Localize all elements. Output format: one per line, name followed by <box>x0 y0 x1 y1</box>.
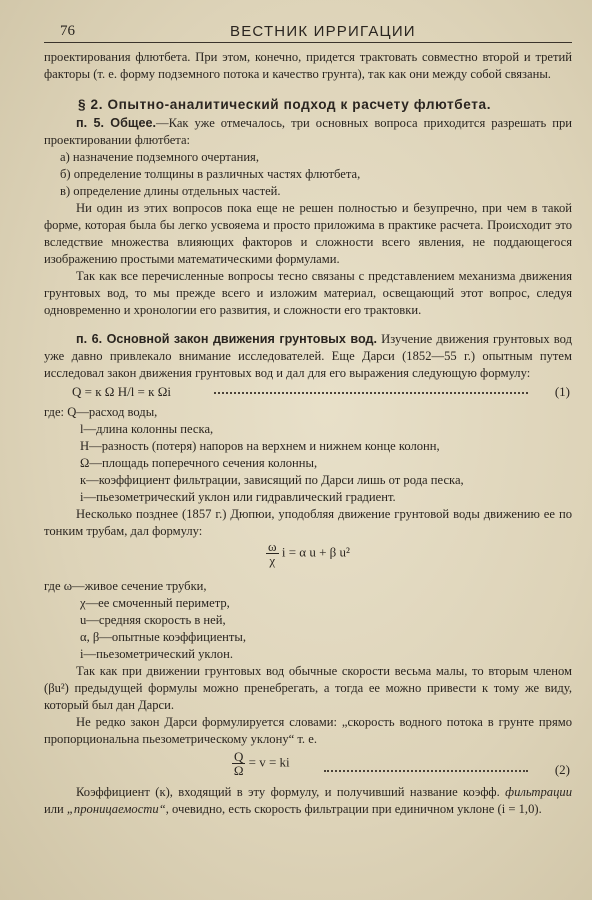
darcy-formula <box>44 382 572 404</box>
definition: к—коэффициент фильтрации, зависящий по Дарси лишь от рода песка, <box>80 473 464 487</box>
dupuit-formula <box>44 540 572 578</box>
p5-paragraph <box>44 115 572 149</box>
definition: l—длина колонны песка, <box>80 422 214 436</box>
final-text-a: Коэффициент (к), входящий в эту формулу, и получивший название коэфф. <box>76 785 500 799</box>
fraction-denominator: Ω <box>233 763 244 778</box>
journal-title: ВЕСТНИК ИРРИГАЦИИ <box>230 23 416 40</box>
definition: χ—ее смоченный периметр, <box>80 596 230 610</box>
where-label: где: <box>44 405 65 419</box>
page-header <box>44 22 572 43</box>
fraction-denominator: χ <box>269 553 276 568</box>
definition: H—разность (потеря) напоров на верхнем и нижнем конце колонн, <box>80 439 440 453</box>
list-item: б) определение толщины в различных частях флютбета, <box>60 167 361 181</box>
leader-dots <box>214 392 528 394</box>
term-permeability: „проницаемости“ <box>66 802 166 816</box>
definition: u—средняя скорость в ней, <box>80 613 226 627</box>
final-paragraph <box>44 784 572 818</box>
formula-1: Q = к Ω H/l = к Ωi <box>72 384 171 399</box>
definition: Ω—площадь поперечного сечения колонны, <box>80 456 318 470</box>
def-line <box>44 578 572 595</box>
definitions-1 <box>44 404 572 506</box>
p6-paragraph <box>44 331 572 382</box>
p5-para2: Ни один из этих вопросов пока еще не решен полностью и безупречно, при чем в такой форме, которая была бы легко усвояема и просто приложима в практике расчета. Происходит это вследствие множества влияющих факторов и сложности всего явления, не поддающегося изображению простыми математическими формулами. <box>44 201 572 266</box>
darcy-words-paragraph: Не редко закон Дарси формулируется словами: „скорость водного потока в грунте прямо пропорциональна пьезометрическому уклону“ т. е. <box>44 715 572 746</box>
final-text-c: , очевидно, есть скорость фильтрации при единичном уклоне (i = 1,0). <box>165 802 542 816</box>
definition: ω—живое сечение трубки, <box>63 579 207 593</box>
final-text-b: или <box>44 802 64 816</box>
definition: i—пьезометрический уклон. <box>80 647 233 661</box>
p5-list <box>44 149 572 200</box>
p5-text: —Как уже отмечалось, три основных вопроса приходится разрешать при проектировании флютбета: <box>44 116 572 147</box>
equation-number-1: (1) <box>554 384 570 399</box>
formula-3-rest: = v = ki <box>248 754 290 770</box>
intro-paragraph: проектирования флютбета. При этом, конечно, придется трактовать совместно второй и третий факторы (т. е. форму подземного потока и качество грунта), так как они между собой связаны. <box>44 50 572 81</box>
formula-3 <box>232 750 290 777</box>
definition: i—пьезометрический уклон или гидравлический градиент. <box>80 490 396 504</box>
p5-lead: п. 5. Общее. <box>76 116 157 130</box>
fraction <box>266 540 279 567</box>
formula-2-rest: i = α u + β u² <box>281 544 350 560</box>
p6-text: Изучение движения грунтовых вод уже давно привлекало внимание исследователей. Еще Дарси (1852—55 г.) опытным путем исследовал закон движения грунтовых вод и дал для его выражения следующую формулу: <box>44 332 572 380</box>
p6-lead: п. 6. Основной закон движения грунтовых вод. <box>76 332 378 346</box>
fraction-numerator: ω <box>268 539 277 554</box>
p5-para3: Так как все перечисленные вопросы тесно связаны с представлением механизма движения грунтовых вод, то мы прежде всего и изложим материал, освещающий этот вопрос, следуя одновременно и хронологии его развития, и сложности его трактовки. <box>44 269 572 317</box>
definitions-2 <box>44 578 572 663</box>
where-label: где <box>44 579 61 593</box>
fraction <box>232 750 245 777</box>
term-filtration: фильтрации <box>505 785 572 799</box>
list-item: в) определение длины отдельных частей. <box>60 184 281 198</box>
list-item: а) назначение подземного очертания, <box>60 150 259 164</box>
definition: Q—расход воды, <box>67 405 158 419</box>
fraction-numerator: Q <box>234 749 244 764</box>
definition: α, β—опытные коэффициенты, <box>80 630 247 644</box>
velocity-formula <box>44 748 572 784</box>
page-number: 76 <box>60 23 75 39</box>
leader-dots <box>324 770 528 772</box>
def-line <box>44 404 572 421</box>
equation-number-2: (2) <box>554 762 570 777</box>
section-heading: § 2. Опытно-аналитический подход к расчету флютбета. <box>78 97 492 112</box>
small-velocity-paragraph: Так как при движении грунтовых вод обычные скорости весьма малы, то вторым членом (βu²) предыдущей формулы можно пренебрегать, а тогда ее можно привести к тому же виду, который был дан Дарси. <box>44 664 572 712</box>
dupuit-paragraph: Несколько позднее (1857 г.) Дюпюи, уподобляя движение грунтовой воды движению ее по тонким трубам, дал формулу: <box>44 507 572 538</box>
